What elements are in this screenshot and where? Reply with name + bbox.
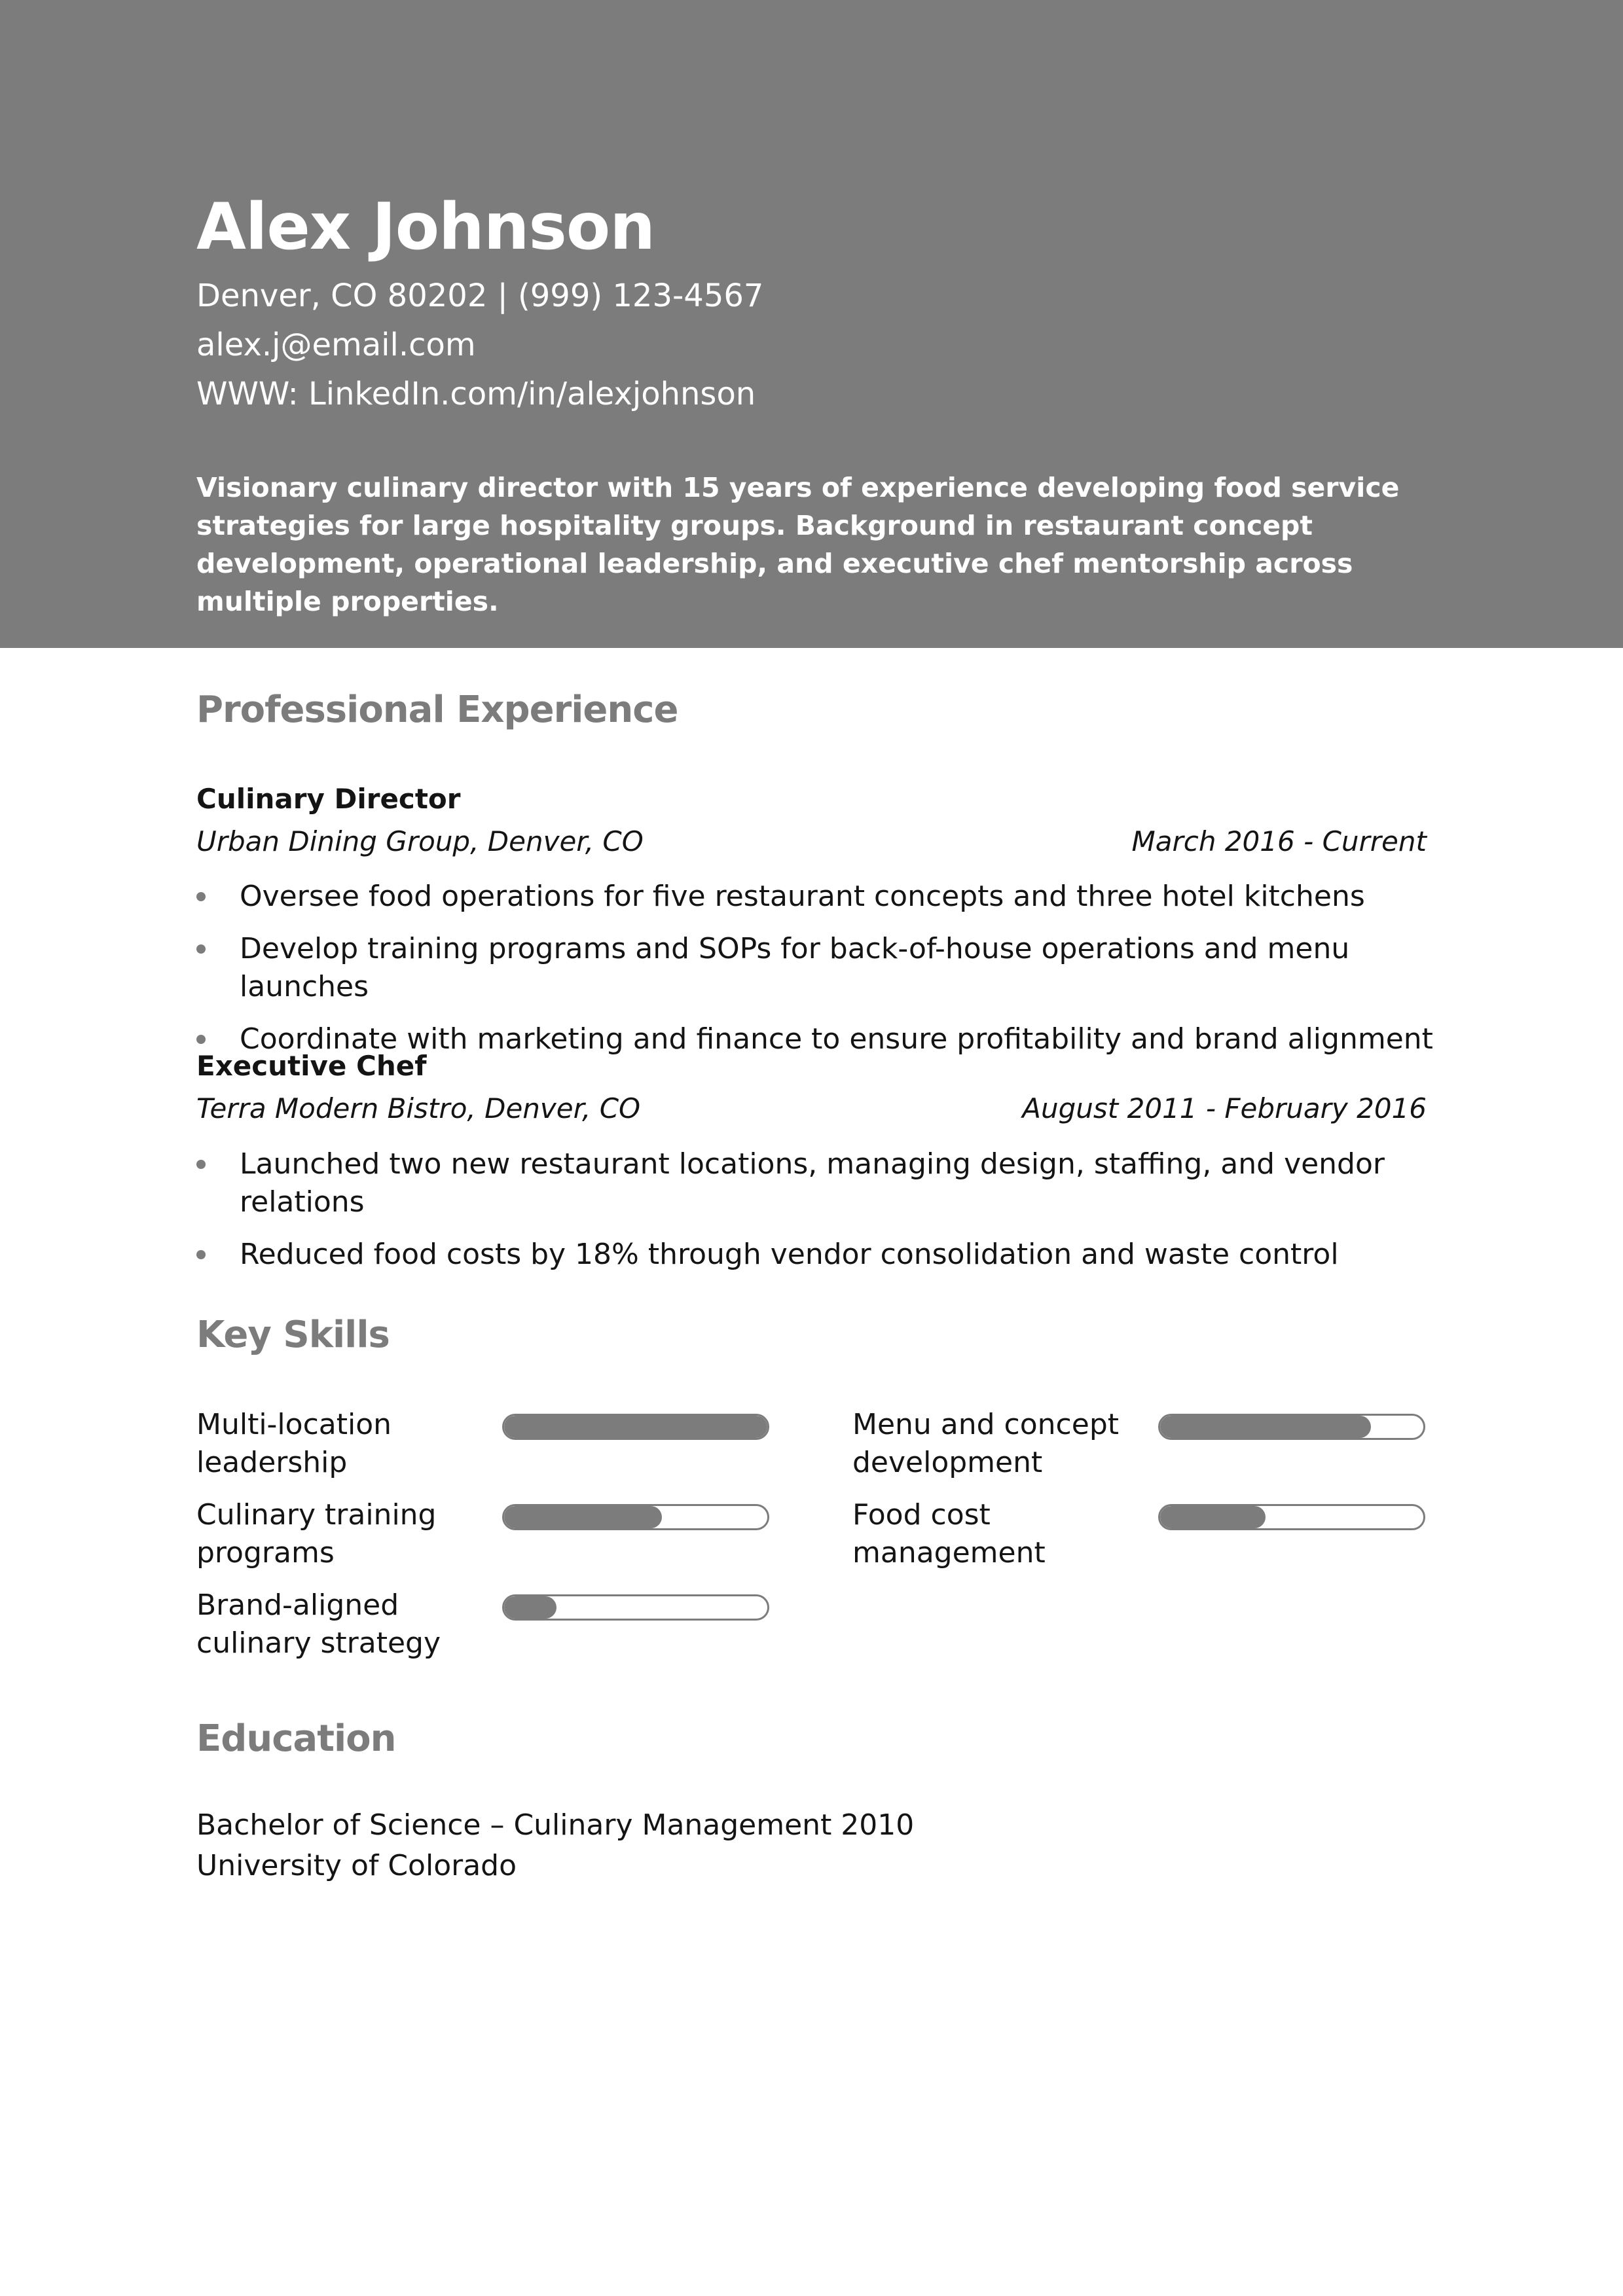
skill-level-bar: [1158, 1414, 1425, 1440]
candidate-name: Alex Johnson: [196, 190, 655, 264]
experience-heading: Professional Experience: [196, 689, 678, 731]
job-bullet: [196, 1145, 1440, 1221]
skill-level-bar: [1158, 1504, 1425, 1530]
job-company: Urban Dining Group, Denver, CO: [196, 825, 644, 857]
email-address: alex.j@email.com: [196, 327, 476, 363]
job-company: Terra Modern Bistro, Denver, CO: [196, 1092, 641, 1124]
skill-level-bar: [502, 1504, 769, 1530]
job-bullet-list: [196, 878, 1440, 1073]
job-bullet-list: [196, 1145, 1440, 1288]
education-heading: Education: [196, 1717, 396, 1760]
skill-level-bar: [502, 1414, 769, 1440]
bullet-dot-icon: [196, 892, 206, 901]
bullet-dot-icon: [196, 1250, 206, 1259]
skills-heading: Key Skills: [196, 1314, 390, 1356]
header-band: [0, 0, 1623, 648]
job-bullet-text: Oversee food operations for five restaurant concepts and three hotel kitchens: [240, 880, 1365, 913]
job-title: Executive Chef: [196, 1050, 427, 1082]
job-dates: March 2016 - Current: [1131, 825, 1427, 857]
skill-label: Multi-location leadership: [196, 1408, 392, 1479]
job-bullet: [196, 930, 1440, 1006]
job-bullet: [196, 1236, 1440, 1274]
job-bullet-text: Reduced food costs by 18% through vendor consolidation and waste control: [240, 1238, 1339, 1271]
skill-level-fill: [504, 1596, 556, 1619]
job-bullet-text: Launched two new restaurant locations, managing design, staffing, and vendor relations: [240, 1147, 1385, 1219]
skill-level-fill: [1160, 1506, 1266, 1528]
skill-label: Brand-aligned culinary strategy: [196, 1588, 441, 1660]
bullet-dot-icon: [196, 1160, 206, 1169]
bullet-dot-icon: [196, 944, 206, 954]
job-title: Culinary Director: [196, 783, 461, 815]
skill-label: Food cost management: [852, 1498, 1046, 1570]
job-bullet: [196, 878, 1440, 916]
job-bullet-text: Coordinate with marketing and finance to ensure profitability and brand alignment: [240, 1022, 1433, 1056]
skill-level-fill: [1160, 1416, 1371, 1438]
bullet-dot-icon: [196, 1035, 206, 1044]
education-degree: Bachelor of Science – Culinary Management 2010: [196, 1808, 915, 1842]
skill-label: Menu and concept development: [852, 1408, 1119, 1479]
job-bullet-text: Develop training programs and SOPs for back-of-house operations and menu launches: [240, 932, 1350, 1003]
education-school: University of Colorado: [196, 1849, 517, 1882]
skill-label: Culinary training programs: [196, 1498, 437, 1570]
skill-level-fill: [504, 1416, 767, 1438]
professional-summary: Visionary culinary director with 15 years of experience developing food service strategies for large hospitality groups. Background in restaurant concept development, operational leadership, and executive chef mentorship across multiple properties.: [196, 472, 1400, 617]
skill-level-fill: [504, 1506, 662, 1528]
location-phone: Denver, CO 80202 | (999) 123-4567: [196, 278, 764, 314]
website-link: WWW: LinkedIn.com/in/alexjohnson: [196, 376, 756, 412]
skill-level-bar: [502, 1594, 769, 1621]
job-dates: August 2011 - February 2016: [1022, 1092, 1427, 1124]
